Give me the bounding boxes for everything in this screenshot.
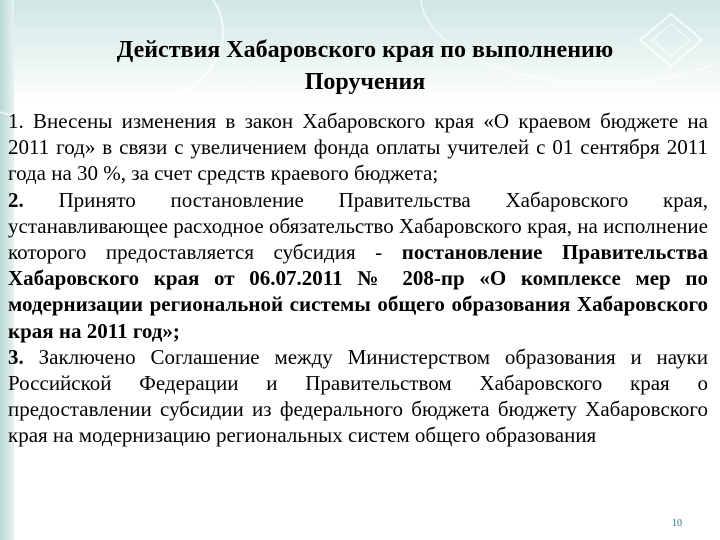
- item-number: 3.: [8, 344, 24, 369]
- item-text: Внесены изменения в закон Хабаровского края «О краевом бюджете на 2011 год» в связи с увеличением фонда оплаты учителей с 01 сентября 2011 года на 30 %, за счет средств краевого бюджета;: [8, 109, 708, 186]
- page-number: 10: [672, 518, 682, 529]
- list-item-2: [8, 187, 708, 344]
- item-number: 1.: [8, 109, 24, 133]
- list-item-3: [8, 344, 708, 449]
- item-text: Принято постановление Правительства Хабаровского края, устанавливающее расходное обязательство Хабаровского края, на исполнение которого предоставляется субсидия -: [8, 187, 708, 265]
- title-line-1: Действия Хабаровского края по выполнению: [116, 37, 614, 63]
- slide-title: [40, 34, 690, 98]
- title-line-2: Поручения: [304, 69, 426, 95]
- item-bold-text: постановление Правительства Хабаровского края от 06.07.2011 № 208-пр «О комплексе мер по модернизации региональной системы общего образования Хабаровского края на 2011 год»;: [8, 240, 708, 343]
- item-text: Заключено Соглашение между Министерством образования и науки Российской Федерации и Правительством Хабаровского края о предоставлении субсидии из федерального бюджета бюджету Хабаровского края на модернизацию региональных систем общего образования: [8, 344, 708, 448]
- slide-body: [8, 108, 708, 449]
- item-number: 2.: [8, 187, 24, 212]
- list-item-1: [8, 108, 708, 187]
